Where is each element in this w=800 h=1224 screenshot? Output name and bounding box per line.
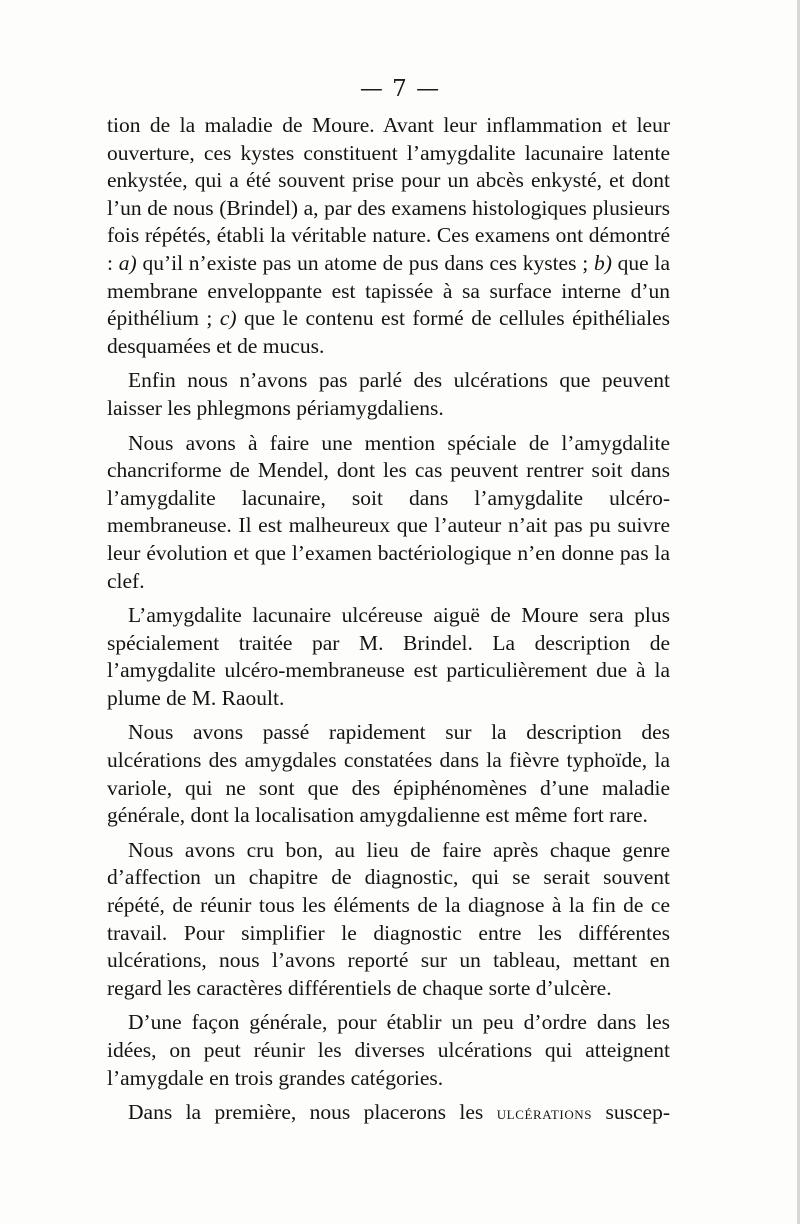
enum-b-text: que la membrane enveloppante est tapissée à sa surface interne d’un épithélium ; [107,250,670,331]
paragraph-3: Nous avons à faire une mention spéciale de l’amygdalite chancriforme de Mendel, dont les cas peuvent rentrer soit dans l’amygdalite lacunaire, soit dans l’amygdalite ulcéro-membraneuse. Il est malheureux que l’auteur n’ait pas pu suivre leur évolution et que l’examen bactériologique n’en donne pas la clef. [107,430,670,593]
paragraph-7: D’une façon générale, pour établir un peu d’ordre dans les idées, on peut réunir les diverses ulcérations qui atteignent l’amygdale en trois grandes catégories. [107,1010,670,1090]
paragraph-8 [107,1099,670,1128]
paragraph-8-text-after: suscep- [592,1100,670,1125]
paragraph-6: Nous avons cru bon, au lieu de faire après chaque genre d’affection un chapitre de diagnostic, qui se serait souvent répété, de réunir tous les éléments de la diagnose à la fin de ce travail. Pour simplifier le diagnostic entre les différentes ulcérations, nous l’avons reporté sur un tableau, mettant en regard les caractères différentiels de chaque sorte d’ulcère. [107,837,670,1000]
enum-c-text: que le contenu est formé de cellules épithéliales desquamées et de mucus. [107,306,670,358]
paragraph-8-text-before: Dans la première, nous placerons les [128,1100,497,1125]
page-number: — 7 — [359,76,441,102]
paragraph-5: Nous avons passé rapidement sur la description des ulcérations des amygdales constatées dans la fièvre typhoïde, la variole, qui ne sont que des épiphénomènes d’une maladie générale, dont la localisation amygdalienne est même fort rare. [107,720,670,828]
paragraph-1-text: tion de la maladie de Moure. Avant leur inflammation et leur ouverture, ces kystes constituent l’amygdalite lacunaire latente enkystée, qui a été souvent prise pour un abcès enkysté, et dont l’un de nous (Brindel) a, par des examens histologiques plusieurs fois répétés, établi la véritable nature. Ces examens ont démontré : [107,113,670,275]
paragraph-2: Enfin nous n’avons pas parlé des ulcérations que peuvent laisser les phlegmons périamygdaliens. [107,368,670,420]
enum-a-text: qu’il n’existe pas un atome de pus dans ces kystes ; [136,250,594,275]
enum-a-label: a) [118,250,137,275]
body-text [107,112,670,1128]
paragraph-1 [107,112,670,360]
paragraph-4: L’amygdalite lacunaire ulcéreuse aiguë de Moure sera plus spécialement traitée par M. Brindel. La description de l’amygdalite ulcéro-membraneuse est particulièrement due à la plume de M. Raoult. [107,603,670,710]
enum-b-label: b) [593,250,612,275]
paragraph-8-small-caps: ulcérations [496,1103,593,1125]
enum-c-label: c) [219,306,237,331]
